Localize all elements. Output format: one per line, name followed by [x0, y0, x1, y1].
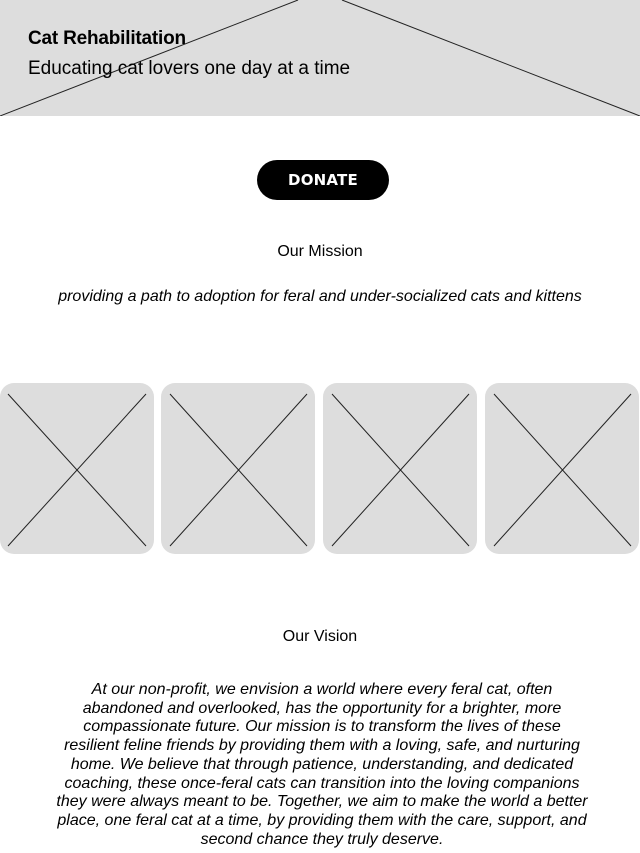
hero-banner [0, 0, 640, 116]
vision-statement: At our non-profit, we envision a world where every feral cat, often abandoned and overlooked, has the opportunity for a brighter, more compassionate future. Our mission is to transform the lives of these resilient feline friends by providing them with a loving, safe, and nurturing home. We believe that through patience, understanding, and dedicated coaching, these once-feral cats can transition into the loving companions they were always meant to be. Together, we aim to make the world a better place, one feral cat at a time, by providing them with the care, support, and second chance they truly deserve. [56, 681, 588, 848]
vision-heading: Our Vision [282, 628, 358, 645]
mission-statement: providing a path to adoption for feral and under-socialized cats and kittens [58, 288, 582, 305]
site-tagline: Educating cat lovers one day at a time [28, 58, 351, 79]
gallery-image-placeholder [161, 383, 315, 554]
gallery-image-placeholder [485, 383, 639, 554]
donate-button[interactable]: DONATE [257, 160, 389, 200]
mission-heading: Our Mission [277, 243, 363, 260]
gallery-image-placeholder [323, 383, 477, 554]
gallery-image-placeholder [0, 383, 154, 554]
site-title: Cat Rehabilitation [28, 28, 186, 49]
